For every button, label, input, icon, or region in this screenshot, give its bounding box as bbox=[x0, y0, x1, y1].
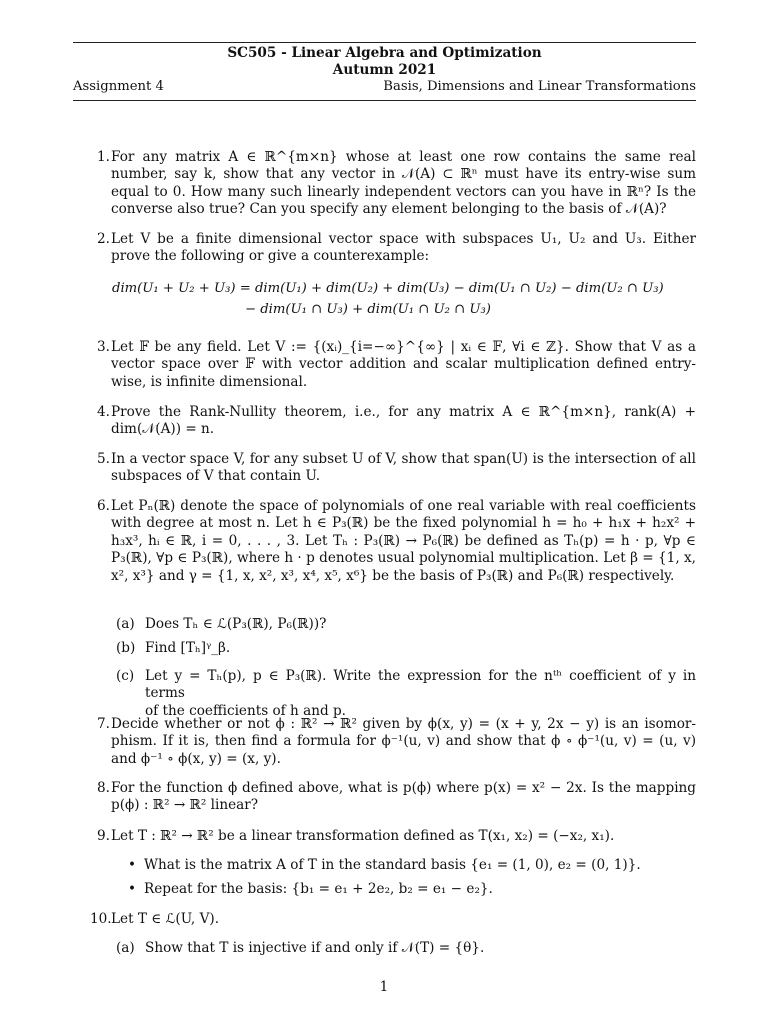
question-line: n. bbox=[201, 421, 215, 438]
question-line: the following or give a counterexample: bbox=[154, 248, 430, 265]
part-label: (b) bbox=[116, 640, 136, 656]
bullet-text: Repeat for the basis: {b₁ = e₁ + 2e₂, b₂ = e₁ − e₂}. bbox=[144, 881, 493, 897]
question-line: In a vector space V, for any subset U of V, show that span(U) is the intersection of all bbox=[111, 451, 696, 467]
question-line: phism. If it is, then find a formula for ϕ⁻¹(u, v) and show that ϕ ∘ ϕ⁻¹(u, v) = (u, v) bbox=[111, 733, 696, 750]
bullet-icon: • bbox=[128, 857, 137, 873]
question-number: 10. bbox=[90, 911, 112, 927]
question-line: Let 𝔽 be any field. Let V := {(xᵢ)_{i=−∞}^{∞} | xᵢ ∈ 𝔽, ∀i ∈ ℤ}. Show that V as a vector space bbox=[111, 339, 696, 373]
question-number: 1. bbox=[97, 149, 110, 165]
question-line: h₂x² + h₃x³, hᵢ ∈ ℝ, i = 0, . . . , 3. Let Tₕ : P₃(ℝ) → P₆(ℝ) be defined as Tₕ(p) = bbox=[111, 515, 696, 549]
question-number: 4. bbox=[97, 404, 110, 420]
page-number: 1 bbox=[379, 979, 389, 995]
part-line: Let y = Tₕ(p), p ∈ P₃(ℝ). Write the expression for the nᵗʰ coefficient of y in terms bbox=[145, 668, 696, 702]
question-line: respectively. bbox=[588, 567, 675, 584]
question-line: For the function ϕ defined above, what is p(ϕ) where p(x) = x² − 2x. Is the mapping bbox=[111, 780, 696, 796]
part-label: (a) bbox=[116, 940, 135, 956]
question-number: 5. bbox=[97, 451, 110, 467]
assignment-label: Assignment 4 bbox=[73, 79, 164, 94]
question-line: p(ϕ) : ℝ² → ℝ² linear? bbox=[111, 797, 259, 814]
topic-label: Basis, Dimensions and Linear Transformations bbox=[383, 79, 696, 94]
question-number: 6. bbox=[97, 498, 110, 514]
question-line: Let β = {1, x, x², x³} and γ = {1, x, x², x³, x⁴, x⁵, x⁶} be the basis of P₃(ℝ) and P₆(ℝ) bbox=[111, 550, 696, 584]
question-line: dimensional. bbox=[219, 373, 308, 390]
question-line: For any matrix A ∈ ℝ^{m×n} whose at least one row contains the same real number, say bbox=[111, 149, 696, 183]
part-label: (c) bbox=[116, 668, 135, 684]
term-label: Autumn 2021 bbox=[332, 62, 437, 78]
question-line: k, show that any vector in 𝒩(A) ⊂ ℝⁿ must have its entry-wise sum equal to 0. How bbox=[111, 166, 696, 200]
bullet-icon: • bbox=[128, 881, 137, 897]
header-bottom-rule bbox=[73, 100, 696, 101]
header-top-rule bbox=[73, 42, 696, 43]
question-line: Can you specify any element belonging to the basis of 𝒩(A)? bbox=[249, 201, 667, 218]
equation-line-1: dim(U₁ + U₂ + U₃) = dim(U₁) + dim(U₂) + dim(U₃) − dim(U₁ ∩ U₂) − dim(U₂ ∩ U₃) bbox=[112, 281, 664, 296]
course-title: SC505 - Linear Algebra and Optimization bbox=[227, 45, 542, 61]
question-line: Let T : ℝ² → ℝ² be a linear transformation defined as T(x₁, x₂) = (−x₂, x₁). bbox=[111, 828, 615, 844]
question-number: 3. bbox=[97, 339, 110, 355]
question-line: Prove the Rank-Nullity theorem, i.e., for any matrix A ∈ ℝ^{m×n}, rank(A) + dim(𝒩(A)) = bbox=[111, 404, 696, 438]
question-line: subspaces of V that contain U. bbox=[111, 468, 321, 485]
question-line: Let Pₙ(ℝ) denote the space of polynomials of one real variable with real coefficients bbox=[111, 498, 696, 514]
question-line: Let V be a finite dimensional vector space with subspaces U₁, U₂ and U₃. Either prove bbox=[111, 231, 696, 265]
equation-line-2: − dim(U₁ ∩ U₃) + dim(U₁ ∩ U₂ ∩ U₃) bbox=[245, 302, 491, 317]
question-line: Let T ∈ ℒ(U, V). bbox=[111, 911, 220, 927]
question-number: 2. bbox=[97, 231, 110, 247]
part-line: Show that T is injective if and only if 𝒩(T) = {θ}. bbox=[145, 940, 485, 956]
question-line: Decide whether or not ϕ : ℝ² → ℝ² given by ϕ(x, y) = (x + y, 2x − y) is an isomor- bbox=[111, 716, 696, 732]
question-line: many such linearly independent vectors can you have in ℝⁿ? Is the converse also true? bbox=[111, 183, 697, 218]
question-line: h · p, ∀p ∈ P₃(ℝ), ∀p ∈ P₃(ℝ), where h · p denotes usual polynomial multiplication. bbox=[111, 532, 696, 567]
part-label: (a) bbox=[116, 616, 135, 632]
part-line: Find [Tₕ]ᵞ_β. bbox=[145, 640, 231, 656]
question-number: 9. bbox=[97, 828, 110, 844]
bullet-text: What is the matrix A of T in the standard basis {e₁ = (1, 0), e₂ = (0, 1)}. bbox=[144, 857, 641, 873]
question-number: 7. bbox=[97, 716, 110, 732]
part-line: Does Tₕ ∈ ℒ(P₃(ℝ), P₆(ℝ))? bbox=[145, 616, 327, 632]
question-line: with degree at most n. Let h ∈ P₃(ℝ) be the fixed polynomial h = h₀ + h₁x + bbox=[111, 515, 647, 532]
question-line: over 𝔽 with vector addition and scalar multiplication defined entry-wise, is infinite bbox=[111, 356, 697, 390]
question-number: 8. bbox=[97, 780, 110, 796]
question-line: and ϕ⁻¹ ∘ ϕ(x, y) = (x, y). bbox=[111, 750, 281, 767]
part-line: of the coefficients of h and p. bbox=[145, 702, 347, 719]
